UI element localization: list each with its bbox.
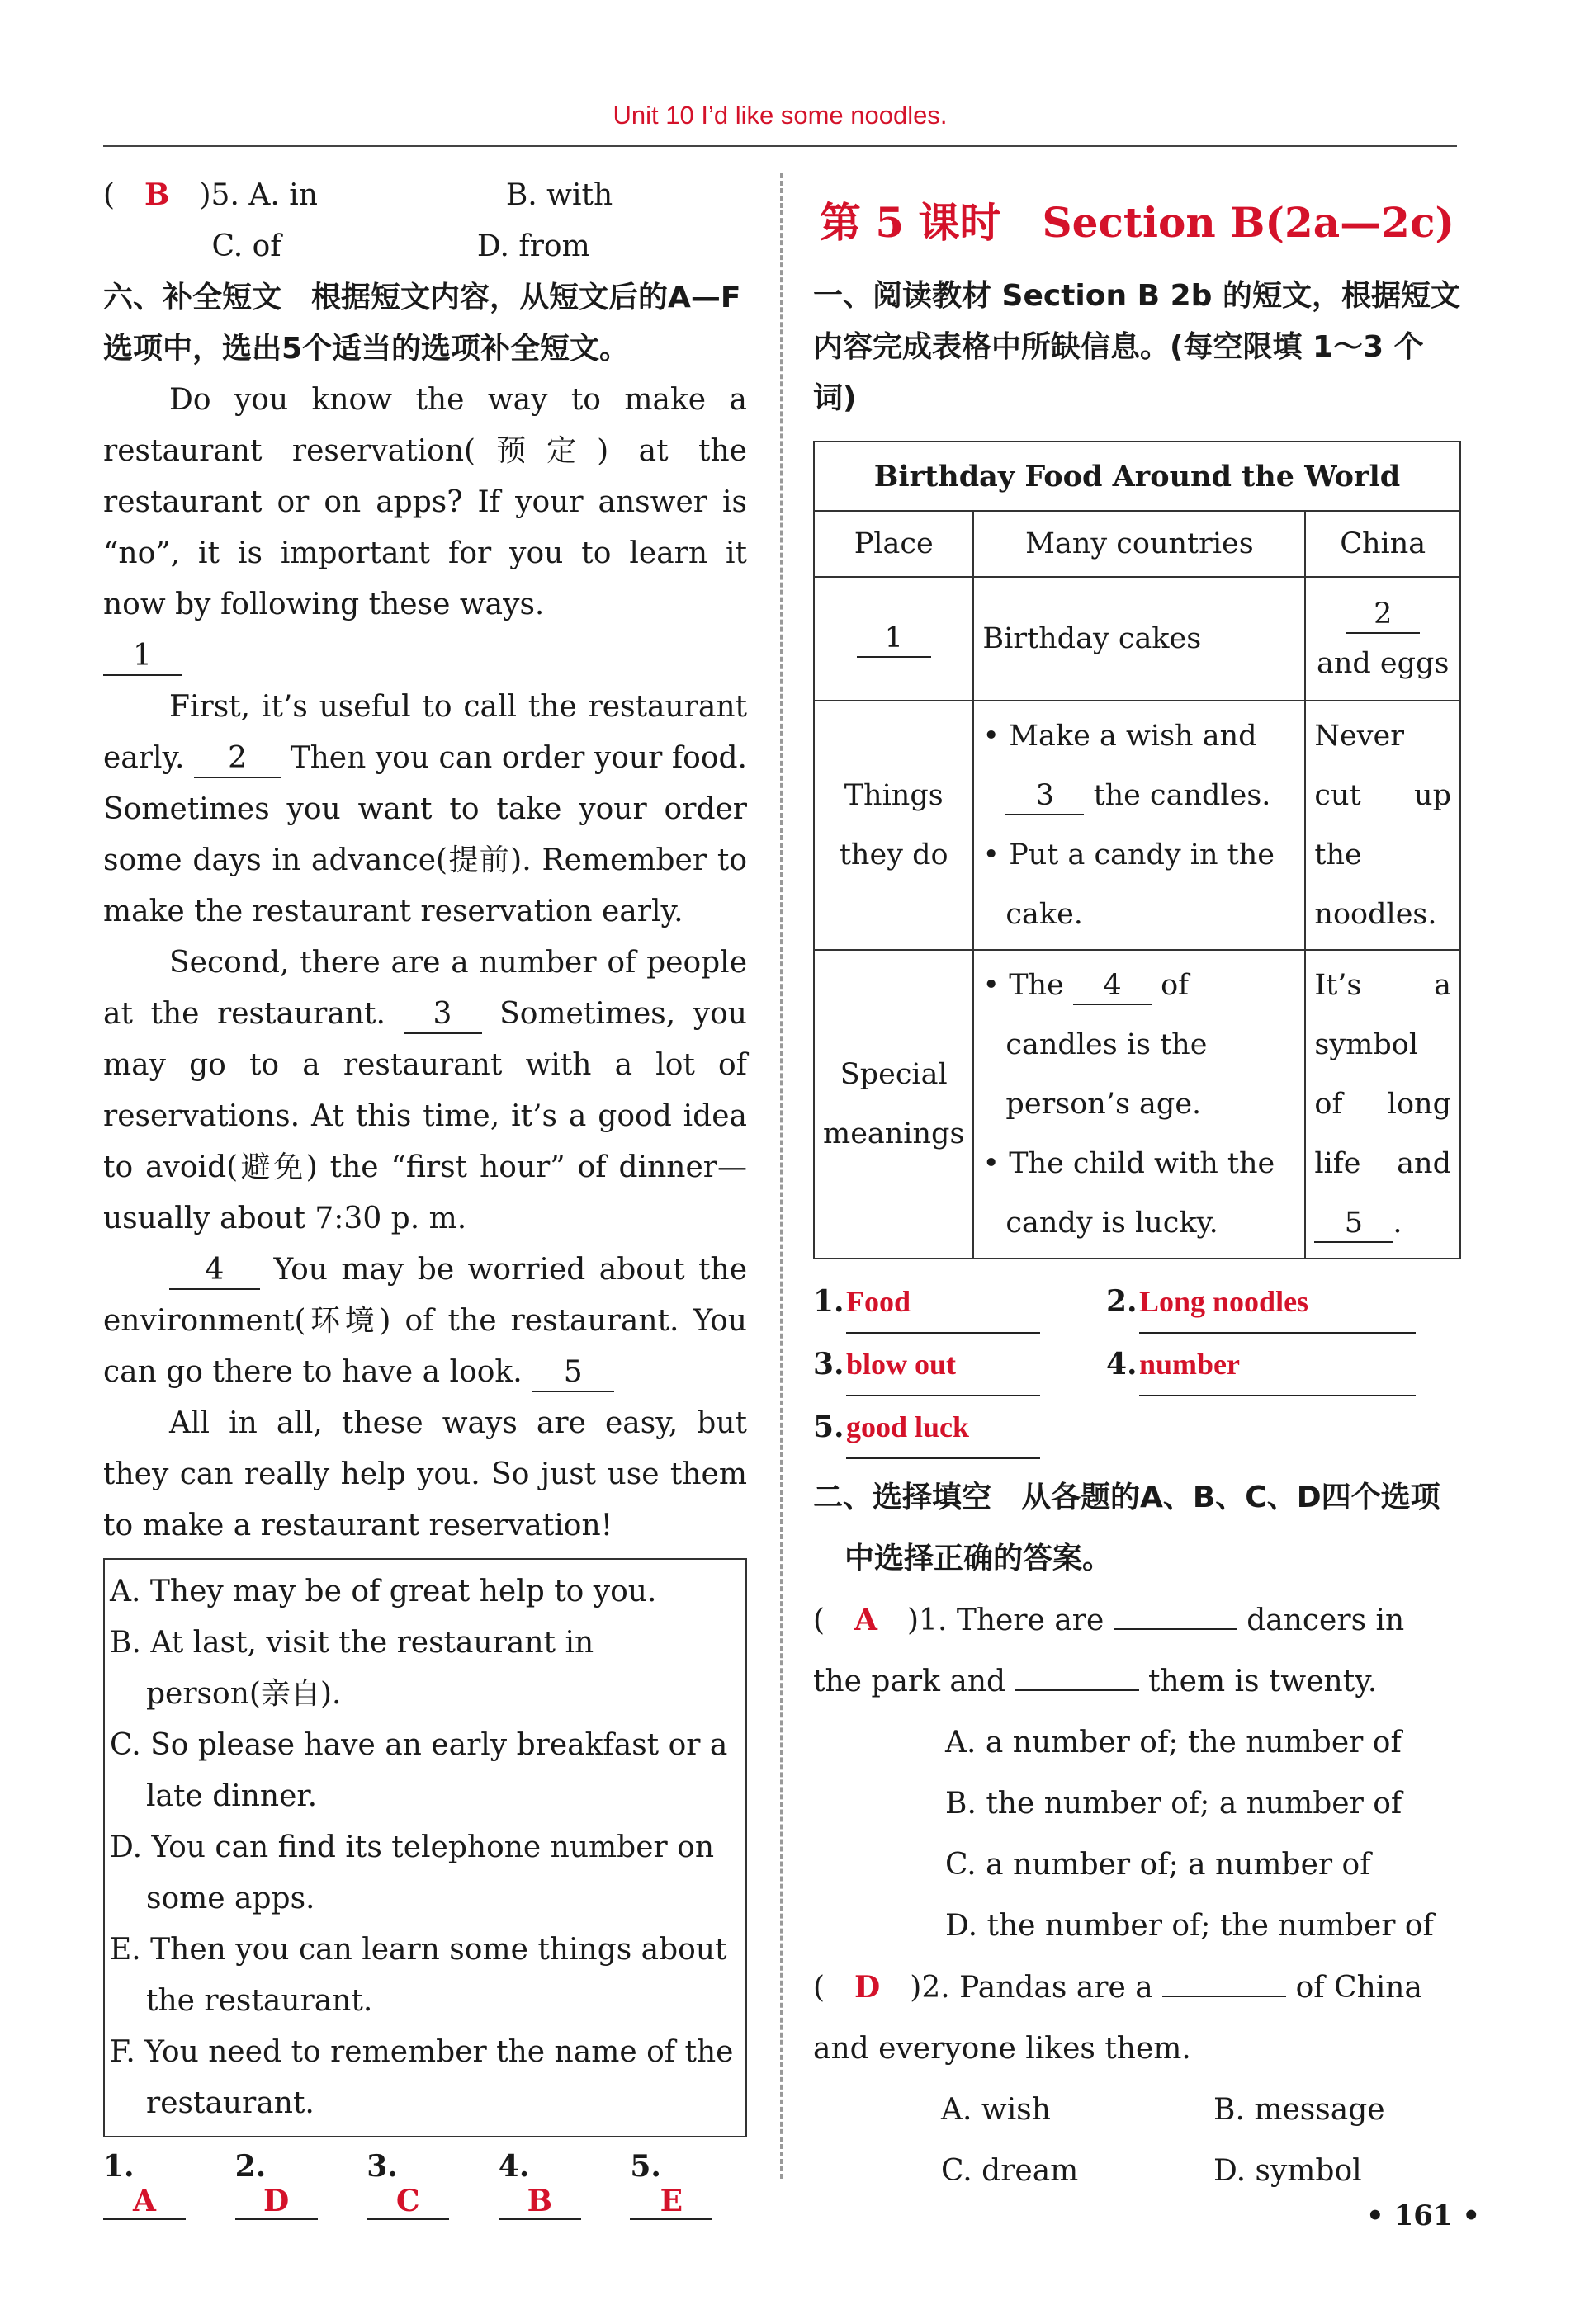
q2-option-b: B. message [1213, 2093, 1385, 2127]
option-e: E. Then you can learn some things about the restaurant. [110, 1933, 727, 2018]
option-c: C. So please have an early breakfast or a late dinner. [110, 1728, 728, 1813]
part-1-answers: 1. Food 2. Long noodles 3. blow out 4. number 5. good luck [813, 1271, 1461, 1459]
right-column [813, 190, 1461, 2202]
table-blank-2: 2 [1346, 596, 1420, 634]
section-6-answers: 1. A 2. D 3. C 4. B 5. E [103, 2149, 747, 2220]
birthday-cakes-cell: Birthday cakes [973, 577, 1305, 701]
page-number: • 161 • [1366, 2199, 1481, 2232]
left-column [103, 169, 747, 2220]
special-many-countries: • The 4 of candles is the person’s age. • The child with the candy is lucky. [973, 950, 1305, 1259]
col-china: China [1305, 511, 1460, 577]
table-blank-4: 4 [1073, 967, 1152, 1005]
q2-option-c: C. dream [941, 2154, 1079, 2188]
things-china: Never cut up the noodles. [1305, 701, 1460, 950]
part-1-title: 一、阅读教材 Section B 2b 的短文，根据短文内容完成表格中所缺信息。(每空限填 1～3 个词) [813, 279, 1460, 415]
header-rule [103, 145, 1457, 147]
section-6-title: 六、补全短文 根据短文内容，从短文后的A—F选项中，选出5个适当的选项补全短文。 [103, 281, 741, 366]
options-box [103, 1558, 747, 2137]
birthday-food-table [813, 441, 1461, 1259]
passage-para-2: First, it’s useful to call the restaurant early. 2 Then you can order your food. Sometimes you want to take your order some days in advance(提前). Remember to make the restaurant reservation early. [103, 690, 747, 928]
option-f: F. You need to remember the name of the restaurant. [110, 2035, 734, 2120]
q5-option-c: C. of [211, 229, 281, 263]
fill-answer-2: Long noodles [1139, 1271, 1416, 1334]
answer-2: D [235, 2184, 318, 2220]
option-a: A. They may be of great help to you. [110, 1575, 657, 1608]
passage-para-1: Do you know the way to make a restaurant reservation(预定) at the restaurant or on apps? If your answer is “no”, it is important for you to learn it now by following these ways. 1 [103, 375, 747, 682]
table-blank-3: 3 [1005, 777, 1084, 815]
things-many-countries: • Make a wish and 3 the candles. • Put a candy in the cake. [973, 701, 1305, 950]
passage-blank-1: 1 [103, 638, 182, 676]
passage-blank-3: 3 [404, 996, 482, 1034]
column-divider [780, 173, 783, 2179]
q1-option-b: B. the number of; a number of [945, 1787, 1402, 1821]
lesson-title: 第 5 课时 Section B(2a—2c) [819, 198, 1455, 247]
q2-option-d: D. symbol [1213, 2154, 1362, 2188]
passage-blank-5: 5 [532, 1354, 614, 1392]
option-d: D. You can find its telephone number on some apps. [110, 1830, 715, 1915]
passage-para-5: All in all, these ways are easy, but they can really help you. So just use them to make a restaurant reservation! [103, 1406, 747, 1542]
part-2-title: 二、选择填空 从各题的A、B、C、D四个选项中选择正确的答案。 [813, 1481, 1440, 1575]
fill-answer-5: good luck [846, 1396, 1040, 1459]
special-china: It’s a symbol of long life and 5 . [1305, 950, 1460, 1259]
mc-question-2: ( D )2. Pandas are a of China and everyone likes them. A. wish B. message C. dream D. symbol [813, 1957, 1461, 2202]
mc-question-1: ( A )1. There are dancers in the park and them is twenty. A. a number of; the number of B. the number of; a number of C. a number of; a number of D. the number of; the number of [813, 1589, 1461, 1957]
passage-blank-2: 2 [194, 740, 281, 778]
fill-answer-4: number [1139, 1334, 1416, 1396]
q2-option-a: A. wish [941, 2093, 1051, 2127]
option-b: B. At last, visit the restaurant in person(亲自). [110, 1626, 594, 1711]
q1-option-a: A. a number of; the number of [945, 1726, 1402, 1760]
table-blank-1: 1 [857, 620, 931, 658]
passage-blank-4: 4 [169, 1252, 260, 1290]
q5-option-b: B. with [505, 178, 613, 212]
answer-4: B [499, 2184, 581, 2220]
answer-5: E [630, 2184, 712, 2220]
q1-option-d: D. the number of; the number of [945, 1909, 1434, 1943]
fill-answer-3: blow out [846, 1334, 1040, 1396]
col-many-countries: Many countries [973, 511, 1305, 577]
table-caption: Birthday Food Around the World [814, 442, 1460, 511]
unit-header: Unit 10 I’d like some noodles. [613, 101, 948, 130]
q1-option-c: C. a number of; a number of [945, 1848, 1371, 1882]
china-food-cell: 2 and eggs [1305, 577, 1460, 701]
q2-answer: D [854, 1970, 881, 2005]
things-label: Things they do [814, 701, 973, 950]
table-blank-5: 5 [1314, 1205, 1393, 1243]
question-5: ( B )5. A. in B. with C. of D. from [103, 169, 747, 272]
special-label: Special meanings [814, 950, 973, 1259]
q1-answer: A [854, 1603, 877, 1637]
answer-1: A [103, 2184, 186, 2220]
q5-option-d: D. from [476, 229, 590, 263]
fill-answer-1: Food [846, 1271, 1040, 1334]
q5-answer: B [144, 177, 170, 212]
q5-option-a: A. in [248, 178, 318, 212]
place-label: Place [814, 511, 973, 577]
passage-para-4: 4 You may be worried about the environment(环境) of the restaurant. You can go there to have a look. 5 [103, 1245, 747, 1398]
answer-3: C [367, 2184, 449, 2220]
passage-para-3: Second, there are a number of people at the restaurant. 3 Sometimes, you may go to a restaurant with a lot of reservations. At this time, it’s a good idea to avoid(避免) the “first hour” of dinner—usually about 7:30 p. m. [103, 946, 747, 1235]
